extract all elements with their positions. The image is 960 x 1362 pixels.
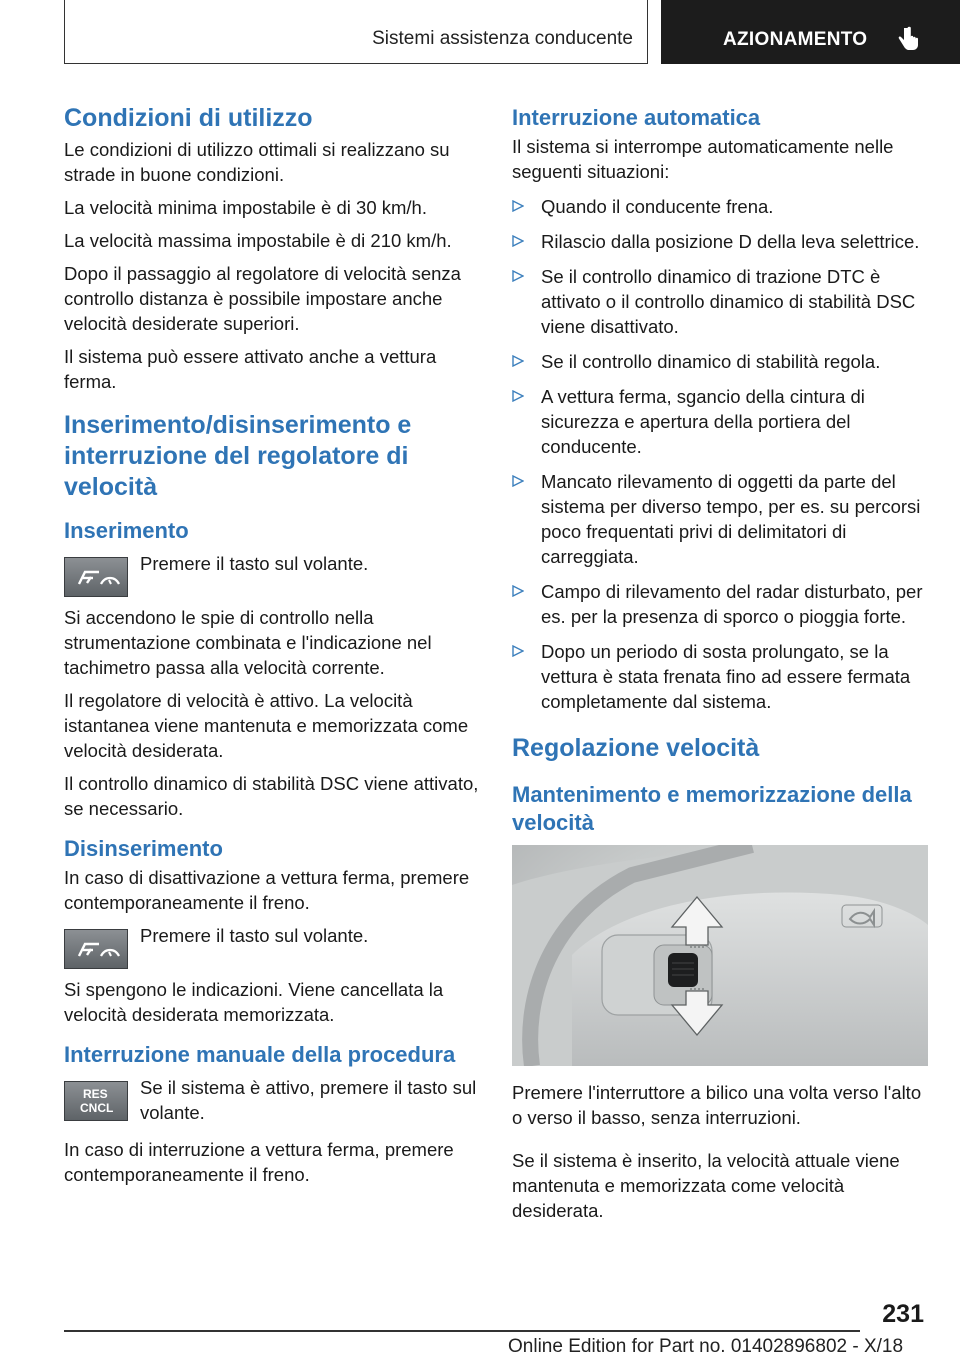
cncl-label: CNCL [80,1101,114,1115]
list-item: Quando il conducente frena. [512,194,928,219]
steering-wheel-rocker-switch-illustration [512,845,928,1066]
triangle-bullet-icon [512,235,524,247]
paragraph: La velocità massima impostabile è di 210 km/h. [64,230,452,251]
button-instruction [64,1075,480,1125]
hand-pointer-icon [896,26,920,52]
left-column [64,104,480,1195]
header-chapter-title: AZIONAMENTO [723,29,868,50]
heading-regolazione-velocita: Regolazione velocità [512,734,760,762]
cruise-control-icon [65,930,127,968]
triangle-bullet-icon [512,200,524,212]
heading-interruzione-automatica: Interruzione automatica [512,105,761,130]
cruise-control-button-image [64,557,128,597]
button-instruction-text: Se il sistema è attivo, premere il tasto sul volante. [140,1077,477,1123]
paragraph: In caso di disattivazione a vettura ferma, premere contemporaneamente il freno. [64,867,470,913]
page-number: 231 [882,1300,924,1328]
header-section-title: Sistemi assistenza conducente [372,28,633,49]
heading-condizioni: Condizioni di utilizzo [64,104,313,132]
list-item: A vettura ferma, sgancio della cintura di sicurezza e apertura della portiera del conducente. [512,384,928,459]
triangle-bullet-icon [512,390,524,402]
list-item: Mancato rilevamento di oggetti da parte del sistema per diverso tempo, per es. su percorsi poco frequentati privi di delimitatori di carreggiata. [512,469,928,569]
res-label: RES [83,1087,108,1101]
list-item: Campo di rilevamento del radar disturbato, per es. per la presenza di sporco o pioggia forte. [512,579,928,629]
list-item: Se il controllo dinamico di stabilità regola. [512,349,928,374]
heading-mantenimento: Mantenimento e memorizzazione della velocità [512,782,912,835]
paragraph: Il controllo dinamico di stabilità DSC viene attivato, se necessario. [64,773,479,819]
paragraph: Si accendono le spie di controllo nella strumentazione combinata e l'indicazione nel tachimetro passa alla velocità corrente. [64,607,432,678]
paragraph: La velocità minima impostabile è di 30 km/h. [64,197,427,218]
paragraph: Le condizioni di utilizzo ottimali si realizzano su strade in buone condizioni. [64,139,450,185]
paragraph: Il sistema può essere attivato anche a vettura ferma. [64,346,437,392]
heading-inserimento-disinserimento: Inserimento/disinserimento e interruzione del regolatore di velocità [64,411,412,501]
triangle-bullet-icon [512,475,524,487]
button-instruction [64,923,480,965]
triangle-bullet-icon [512,645,524,657]
heading-interruzione-manuale: Interruzione manuale della procedura [64,1042,456,1067]
header-section-box [64,0,648,64]
button-instruction-text: Premere il tasto sul volante. [140,553,369,574]
footer-edition: Online Edition for Part no. 01402896802 - X/18 [508,1336,904,1357]
cruise-control-button-image [64,929,128,969]
paragraph: In caso di interruzione a vettura ferma, premere contemporaneamente il freno. [64,1139,454,1185]
right-column [512,104,928,1231]
paragraph: Il regolatore di velocità è attivo. La velocità istantanea viene mantenuta e memorizzata come velocità desiderata. [64,690,469,761]
paragraph: Il sistema si interrompe automaticamente nelle seguenti situazioni: [512,136,894,182]
triangle-bullet-icon [512,585,524,597]
heading-disinserimento: Disinserimento [64,836,223,861]
paragraph: Si spengono le indicazioni. Viene cancellata la velocità desiderata memorizzata. [64,979,444,1025]
res-cncl-button-image [64,1081,128,1121]
list-item: Dopo un periodo di sosta prolungato, se la vettura è stata frenata fino ad essere fermata completamente dal sistema. [512,639,928,714]
paragraph: Premere l'interruttore a bilico una volta verso l'alto o verso il basso, senza interruzioni. [512,1082,922,1128]
heading-inserimento: Inserimento [64,518,189,543]
paragraph: Dopo il passaggio al regolatore di velocità senza controllo distanza è possibile impostare anche velocità desiderate superiori. [64,263,461,334]
cruise-control-icon [65,558,127,596]
list-item: Se il controllo dinamico di trazione DTC è attivato o il controllo dinamico di stabilità DSC viene disattivato. [512,264,928,339]
triangle-bullet-icon [512,270,524,282]
button-instruction [64,551,480,593]
bullet-list [512,194,928,714]
triangle-bullet-icon [512,355,524,367]
list-item: Rilascio dalla posizione D della leva selettrice. [512,229,928,254]
steering-wheel-photo [512,845,928,1066]
footer-divider [64,1330,860,1332]
button-instruction-text: Premere il tasto sul volante. [140,925,369,946]
paragraph: Se il sistema è inserito, la velocità attuale viene mantenuta e memorizzata come velocità desiderata. [512,1150,900,1221]
header-chapter-box [661,0,960,64]
